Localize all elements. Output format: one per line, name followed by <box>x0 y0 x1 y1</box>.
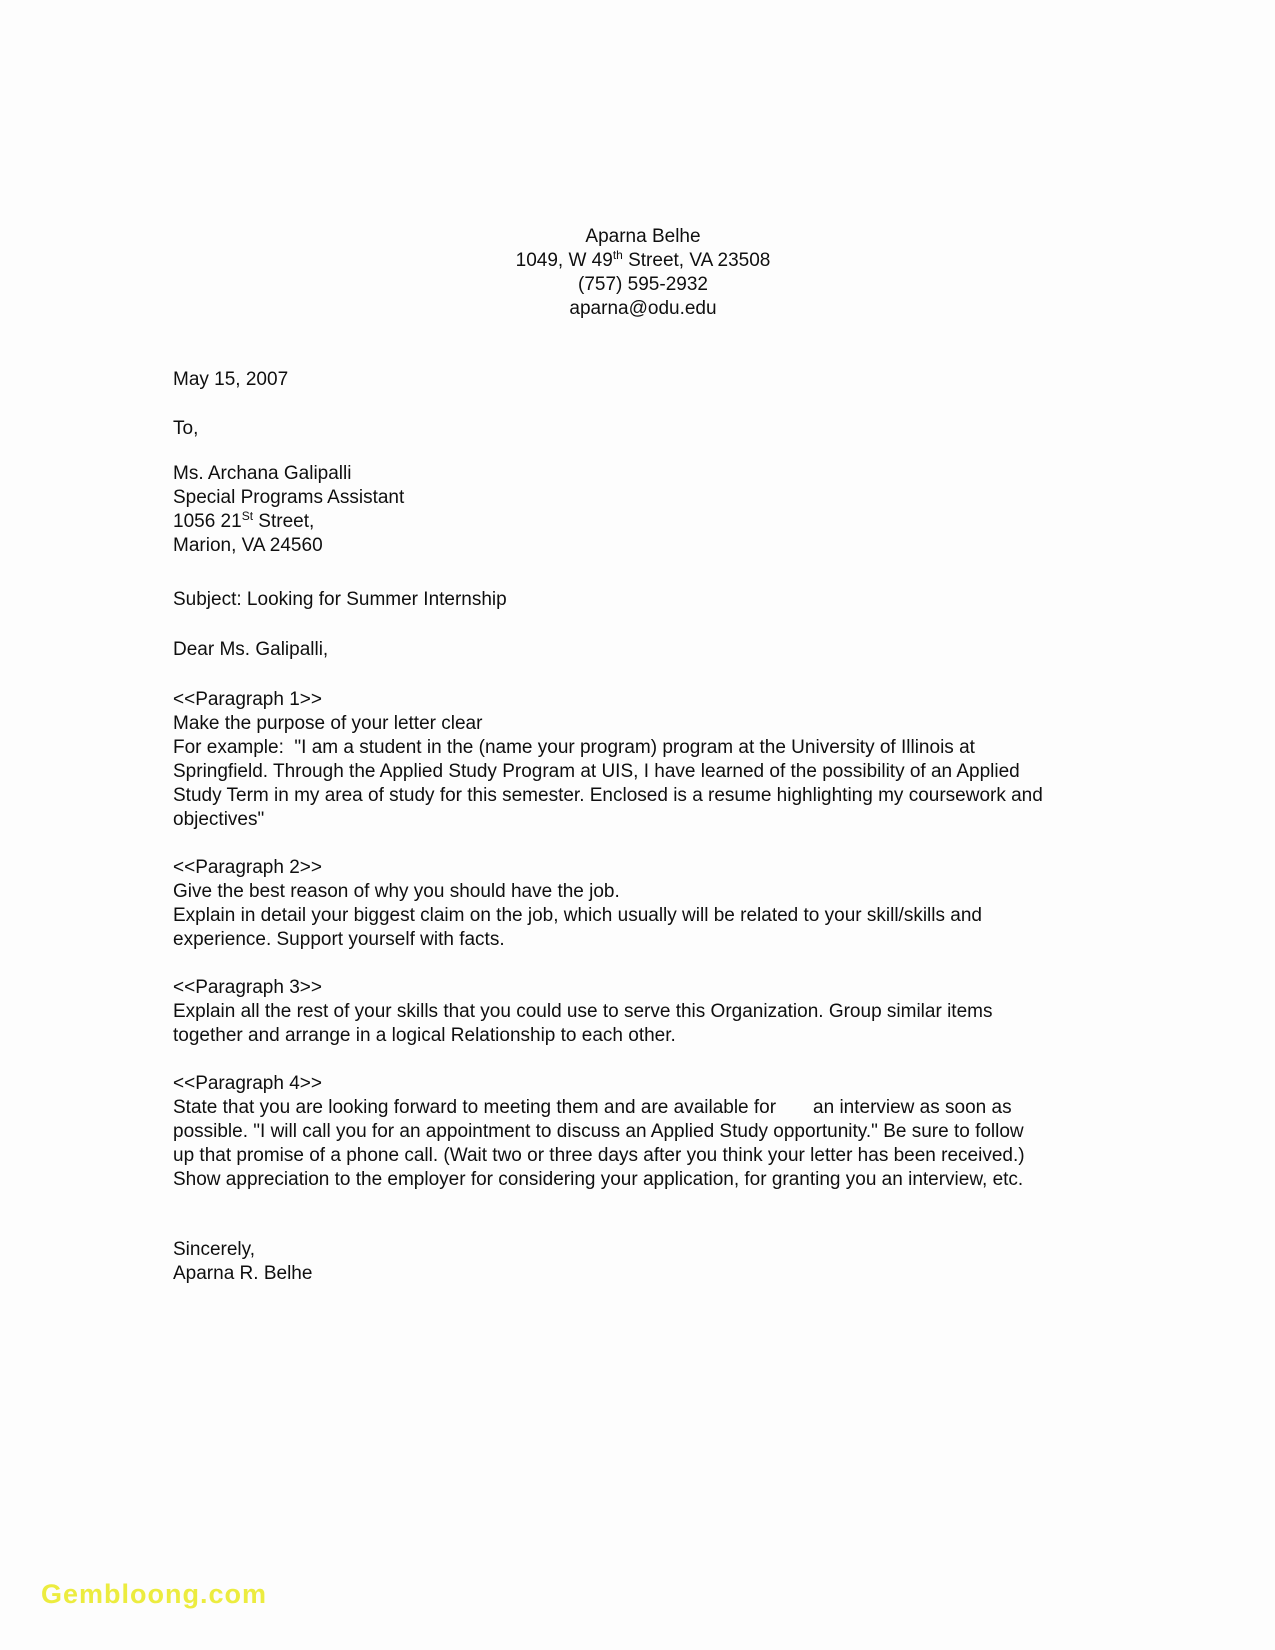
letter-line <box>173 297 1113 321</box>
letter-line <box>173 880 1113 904</box>
text-segment: Explain in detail your biggest claim on the job, which usually will be related to your skill/skills and <box>173 905 982 926</box>
text-segment: Special Programs Assistant <box>173 487 405 508</box>
text-segment: experience. Support yourself with facts. <box>173 929 505 950</box>
paragraph-heading <box>173 976 1113 1000</box>
superscript-text: th <box>612 248 623 262</box>
text-segment: <<Paragraph 4>> <box>173 1073 322 1094</box>
letter-line <box>173 1238 1113 1262</box>
letter-line <box>173 712 1113 736</box>
text-segment: Springfield. Through the Applied Study Program at UIS, I have learned of the possibility of an Applied <box>173 761 1020 782</box>
text-segment: Street, <box>253 511 315 532</box>
text-segment: 1056 21 <box>173 511 242 532</box>
letter-line <box>173 904 1113 928</box>
letter-line <box>173 760 1113 784</box>
letter-line <box>173 534 1113 558</box>
letter-line <box>173 1168 1113 1192</box>
text-segment: (757) 595-2932 <box>578 274 708 295</box>
text-segment: <<Paragraph 1>> <box>173 689 322 710</box>
text-segment: 1049, W 49 <box>515 250 613 271</box>
paragraph-block-3 <box>173 976 1113 1048</box>
letter-body <box>173 688 1113 1192</box>
text-segment: <<Paragraph 2>> <box>173 857 322 878</box>
sender-address-block <box>173 225 1113 321</box>
letter-line <box>173 225 1113 249</box>
subject-line: Subject: Looking for Summer Internship <box>173 589 507 610</box>
text-segment: For example: "I am a student in the (name your program) program at the University of Illinois at <box>173 737 975 758</box>
letter-line <box>173 928 1113 952</box>
text-segment: Aparna Belhe <box>585 226 701 247</box>
text-segment: Give the best reason of why you should have the job. <box>173 881 620 902</box>
letter-line <box>173 736 1113 760</box>
text-segment: Sincerely, <box>173 1239 256 1260</box>
letter-line <box>173 1096 1113 1120</box>
letter-line <box>173 1262 1113 1286</box>
letter-line <box>173 1000 1113 1024</box>
text-segment: <<Paragraph 3>> <box>173 977 322 998</box>
text-segment: possible. "I will call you for an appointment to discuss an Applied Study opportunity." Be sure to follow <box>173 1121 1024 1142</box>
text-segment: aparna@odu.edu <box>569 298 717 319</box>
letter-line <box>173 462 1113 486</box>
letter-line <box>173 273 1113 297</box>
letter-line <box>173 486 1113 510</box>
letter-line <box>173 1120 1113 1144</box>
letter-line <box>173 1144 1113 1168</box>
text-segment: Make the purpose of your letter clear <box>173 713 483 734</box>
letter-line <box>173 249 1113 273</box>
text-segment: Show appreciation to the employer for considering your application, for granting you an interview, etc. <box>173 1169 1024 1190</box>
paragraph-heading <box>173 688 1113 712</box>
paragraph-block-2 <box>173 856 1113 952</box>
text-segment: Explain all the rest of your skills that you could use to serve this Organization. Group similar items <box>173 1001 993 1022</box>
letter-line <box>173 1024 1113 1048</box>
text-segment: up that promise of a phone call. (Wait two or three days after you think your letter has been received.) <box>173 1145 1025 1166</box>
greeting-line: Dear Ms. Galipalli, <box>173 639 329 660</box>
letter-date: May 15, 2007 <box>173 369 289 390</box>
paragraph-block-4 <box>173 1072 1113 1192</box>
paragraph-heading <box>173 1072 1113 1096</box>
letter-line <box>173 784 1113 808</box>
superscript-text: St <box>241 509 254 523</box>
watermark-logo: Gembloong.com <box>41 1579 268 1609</box>
text-segment: Marion, VA 24560 <box>173 535 323 556</box>
text-segment: State that you are looking forward to meeting them and are available for an interview as soon as <box>173 1097 1012 1118</box>
closing-block <box>173 1238 1113 1286</box>
paragraph-heading <box>173 856 1113 880</box>
to-label: To, <box>173 418 199 439</box>
text-segment: Study Term in my area of study for this semester. Enclosed is a resume highlighting my coursework and <box>173 785 1043 806</box>
paragraph-block-1 <box>173 688 1113 832</box>
text-segment: objectives" <box>173 809 265 830</box>
text-segment: together and arrange in a logical Relationship to each other. <box>173 1025 676 1046</box>
letter-line <box>173 510 1113 534</box>
text-segment: Aparna R. Belhe <box>173 1263 313 1284</box>
recipient-address-block <box>173 462 1113 558</box>
text-segment: Ms. Archana Galipalli <box>173 463 352 484</box>
letter-line <box>173 808 1113 832</box>
text-segment: Street, VA 23508 <box>622 250 771 271</box>
